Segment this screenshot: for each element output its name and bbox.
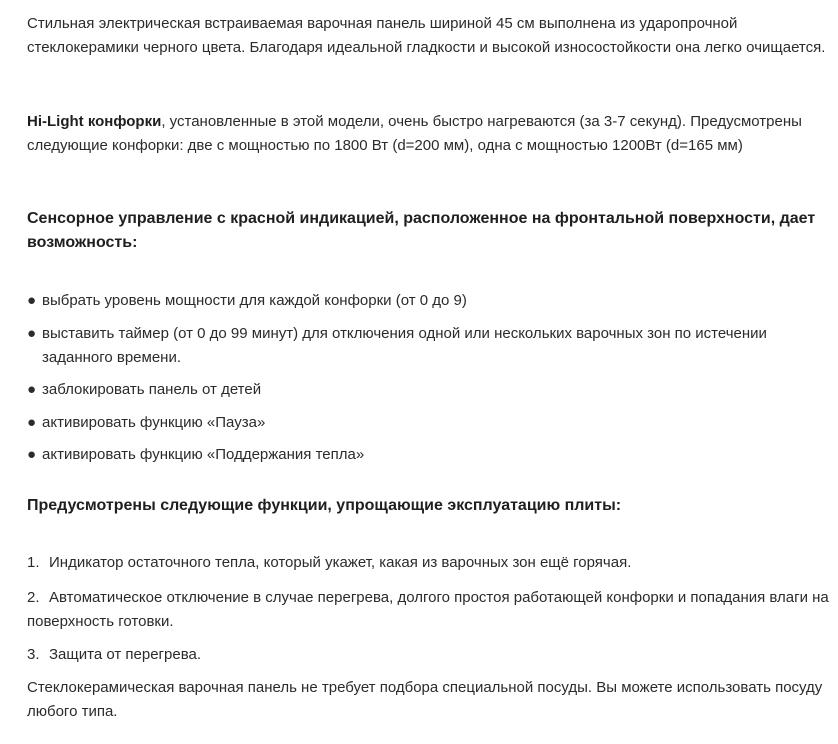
bullet-icon: ● bbox=[27, 325, 37, 342]
list-item-text: выбрать уровень мощности для каждой конфорки (от 0 до 9) bbox=[42, 292, 467, 309]
intro-paragraph: Стильная электрическая встраиваемая варочная панель шириной 45 см выполнена из ударопрочной стеклокерамики черного цвета. Благодаря идеальной гладкости и высокой износостойкости она легко очищается. bbox=[27, 15, 826, 56]
item-number: 1. bbox=[27, 554, 40, 571]
bullet-icon: ● bbox=[27, 446, 37, 463]
list-item-text: активировать функцию «Поддержания тепла» bbox=[42, 446, 365, 463]
numbered-item bbox=[27, 551, 830, 575]
list-item-text: выставить таймер (от 0 до 99 минут) для отключения одной или нескольких варочных зон по истечении заданного времени. bbox=[42, 325, 767, 366]
sensor-heading: Сенсорное управление с красной индикацией, расположенное на фронтальной поверхности, дает возможность: bbox=[27, 210, 816, 251]
list-item bbox=[27, 378, 830, 402]
list-item-text: активировать функцию «Пауза» bbox=[42, 414, 266, 431]
list-item bbox=[27, 443, 830, 467]
numbered-item-text: Автоматическое отключение в случае перегрева, долгого простоя работающей конфорки и попадания влаги на поверхность готовки. bbox=[27, 589, 829, 630]
hilight-text: , установленные в этой модели, очень быстро нагреваются (за 3-7 секунд). Предусмотрены следующие конфорки: две с мощностью по 1800 Вт (d=200 мм), одна с мощностью 1200Вт (d=165 мм) bbox=[27, 113, 802, 154]
list-item bbox=[27, 411, 830, 435]
bullet-icon: ● bbox=[27, 292, 37, 309]
bullet-icon: ● bbox=[27, 414, 37, 431]
numbered-item-text: Индикатор остаточного тепла, который укажет, какая из варочных зон ещё горячая. bbox=[49, 554, 632, 571]
closing-paragraph: Стеклокерамическая варочная панель не требует подбора специальной посуды. Вы можете использовать посуду любого типа. bbox=[27, 679, 823, 720]
list-item bbox=[27, 322, 830, 370]
hilight-paragraph bbox=[27, 110, 830, 158]
list-item bbox=[27, 289, 830, 313]
numbered-item bbox=[27, 586, 830, 634]
item-number: 2. bbox=[27, 589, 40, 606]
numbered-item-text: Защита от перегрева. bbox=[49, 646, 201, 663]
functions-heading: Предусмотрены следующие функции, упрощающие эксплуатацию плиты: bbox=[27, 497, 622, 514]
bullet-icon: ● bbox=[27, 381, 37, 398]
numbered-item bbox=[27, 643, 830, 667]
list-item-text: заблокировать панель от детей bbox=[42, 381, 262, 398]
item-number: 3. bbox=[27, 646, 40, 663]
hilight-title: Hi-Light конфорки bbox=[27, 113, 162, 130]
